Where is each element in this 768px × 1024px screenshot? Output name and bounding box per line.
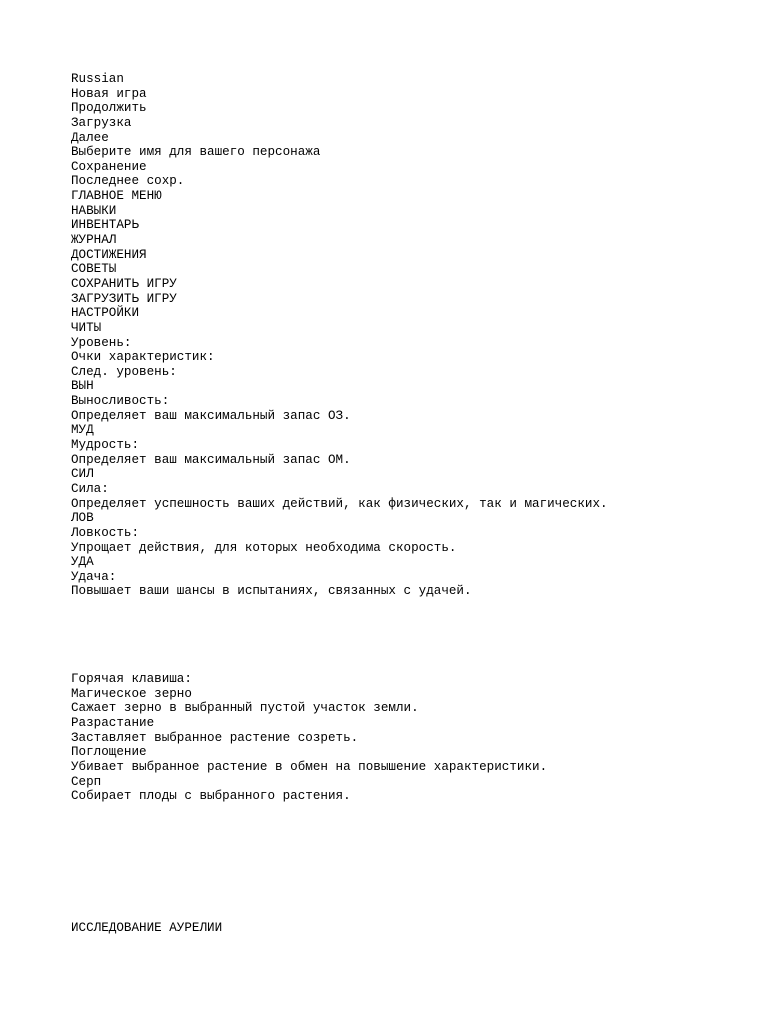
stat-name: Удача:: [71, 569, 117, 584]
saving-string: Сохранение: [71, 159, 147, 174]
choose-name-string: Выберите имя для вашего персонажа: [71, 145, 321, 160]
stat-description: Повышает ваши шансы в испытаниях, связанных с удачей.: [71, 584, 472, 599]
localization-string-list: [71, 72, 751, 935]
settings-string: НАСТРОЙКИ: [71, 306, 140, 321]
ability-name: Серп: [71, 774, 102, 789]
ability-name: Разрастание: [71, 715, 155, 730]
load-game-string: ЗАГРУЗИТЬ ИГРУ: [71, 291, 177, 306]
stat-name: Мудрость:: [71, 438, 140, 453]
ability-description: Заставляет выбранное растение созреть.: [71, 730, 359, 745]
hotkey-label: Горячая клавиша:: [71, 672, 192, 687]
language-name: Russian: [71, 72, 124, 86]
tips-string: СОВЕТЫ: [71, 262, 117, 277]
blank-gap: [71, 804, 751, 921]
continue-string: Продолжить: [71, 101, 147, 116]
skills-string: НАВЫКИ: [71, 203, 117, 218]
next-string: Далее: [71, 130, 109, 145]
stat-description: Упрощает действия, для которых необходима скорость.: [71, 540, 457, 555]
stat-points-string: Очки характеристик:: [71, 350, 215, 365]
ability-description: Собирает плоды с выбранного растения.: [71, 789, 351, 804]
stat-abbr: УДА: [71, 555, 94, 570]
journal-string: ЖУРНАЛ: [71, 233, 117, 248]
main-menu-string: ГЛАВНОЕ МЕНЮ: [71, 189, 162, 204]
stat-name: Сила:: [71, 481, 109, 496]
stat-description: Определяет ваш максимальный запас ОЗ.: [71, 408, 351, 423]
ability-name: Поглощение: [71, 745, 147, 760]
ability-name: Магическое зерно: [71, 686, 192, 701]
save-game-string: СОХРАНИТЬ ИГРУ: [71, 276, 177, 291]
stat-abbr: МУД: [71, 423, 94, 438]
inventory-string: ИНВЕНТАРЬ: [71, 218, 140, 233]
level-string: Уровень:: [71, 335, 132, 350]
stat-abbr: ВЫН: [71, 379, 94, 394]
next-level-string: След. уровень:: [71, 364, 177, 379]
stat-abbr: ЛОВ: [71, 511, 94, 526]
stat-description: Определяет успешность ваших действий, как физических, так и магических.: [71, 496, 608, 511]
ability-description: Убивает выбранное растение в обмен на повышение характеристики.: [71, 759, 548, 774]
cheats-string: ЧИТЫ: [71, 320, 102, 335]
last-save-string: Последнее сохр.: [71, 174, 185, 189]
stat-name: Выносливость:: [71, 394, 170, 409]
loading-string: Загрузка: [71, 115, 132, 130]
ability-description: Сажает зерно в выбранный пустой участок земли.: [71, 701, 419, 716]
achievements-string: ДОСТИЖЕНИЯ: [71, 247, 147, 262]
stat-name: Ловкость:: [71, 525, 140, 540]
footer-title: ИССЛЕДОВАНИЕ АУРЕЛИИ: [71, 920, 223, 935]
blank-gap: [71, 599, 751, 672]
stat-abbr: СИЛ: [71, 467, 94, 482]
stat-description: Определяет ваш максимальный запас ОМ.: [71, 452, 351, 467]
new-game-string: Новая игра: [71, 86, 147, 101]
